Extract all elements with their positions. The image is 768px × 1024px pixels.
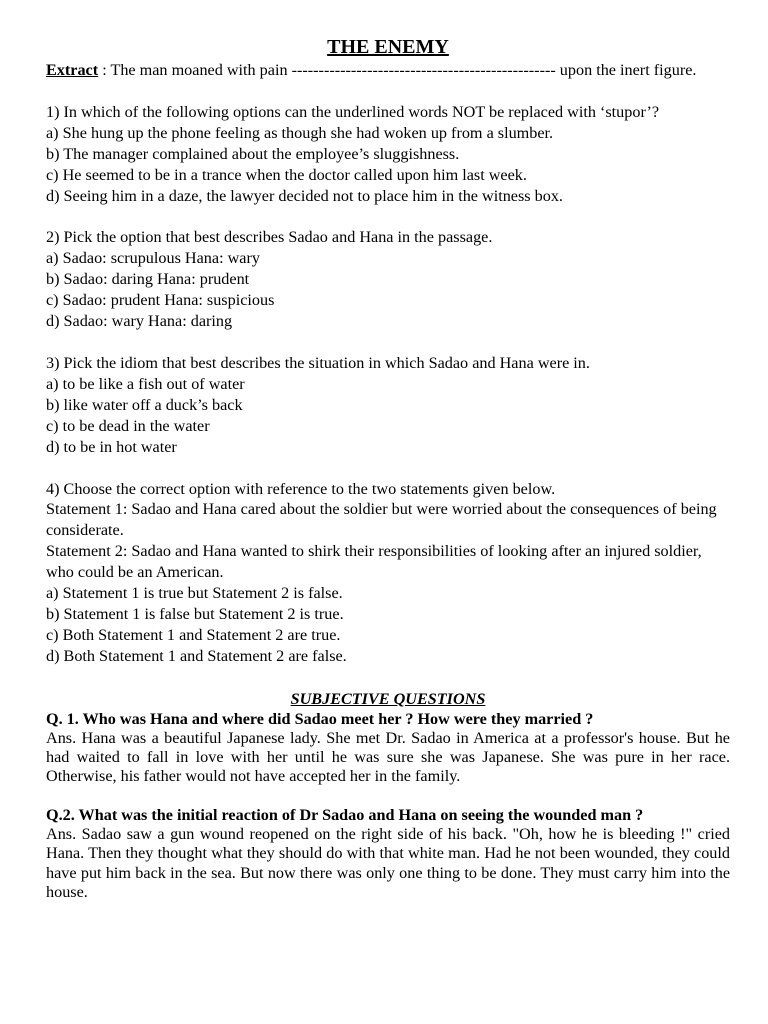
- subjective-question-text: Q. 1. Who was Hana and where did Sadao meet her ? How were they married ?: [46, 709, 594, 728]
- option-b: b) like water off a duck’s back: [46, 395, 243, 414]
- question-text: 2) Pick the option that best describes Sadao and Hana in the passage.: [46, 228, 493, 247]
- option-d: d) to be in hot water: [46, 437, 177, 456]
- extract-paragraph: [46, 60, 730, 81]
- option-c: c) He seemed to be in a trance when the doctor called upon him last week.: [46, 165, 527, 184]
- document-page: [46, 34, 730, 902]
- subjective-heading: SUBJECTIVE QUESTIONS: [290, 689, 486, 708]
- option-d: d) Both Statement 1 and Statement 2 are false.: [46, 646, 347, 665]
- option-c: c) Both Statement 1 and Statement 2 are true.: [46, 625, 341, 644]
- statement-1: Statement 1: Sadao and Hana cared about the soldier but were worried about the consequences of being considerate.: [46, 500, 717, 540]
- subjective-question-text: Q.2. What was the initial reaction of Dr Sadao and Hana on seeing the wounded man ?: [46, 806, 644, 825]
- question-text: 1) In which of the following options can the underlined words NOT be replaced with ‘stupor’?: [46, 102, 660, 121]
- subjective-question-2: [46, 805, 730, 902]
- option-a: a) Statement 1 is true but Statement 2 is false.: [46, 584, 343, 603]
- option-c: c) to be dead in the water: [46, 416, 210, 435]
- option-b: b) Statement 1 is false but Statement 2 is true.: [46, 604, 344, 623]
- subjective-answer-text: Ans. Hana was a beautiful Japanese lady. She met Dr. Sadao in America at a professor's house. But he had waited to fall in love with her until he was sure she was Japanese. She was pure in her race. Otherwise, his father would not have accepted her in the family.: [46, 728, 730, 786]
- statement-2: Statement 2: Sadao and Hana wanted to shirk their responsibilities of looking after an injured soldier, who could be an American.: [46, 542, 702, 582]
- option-a: a) Sadao: scrupulous Hana: wary: [46, 249, 260, 268]
- subjective-answer-text: Ans. Sadao saw a gun wound reopened on the right side of his back. "Oh, how he is bleeding !" cried Hana. Then they thought what they should do with that white man. Had he not been wounded, they could have put him back in the sea. But now there was only one thing to be done. They must carry him into the house.: [46, 825, 730, 901]
- option-c: c) Sadao: prudent Hana: suspicious: [46, 291, 275, 310]
- extract-text: : The man moaned with pain ------------------------------------------------- upon the inert figure.: [98, 61, 697, 79]
- option-a: a) She hung up the phone feeling as though she had woken up from a slumber.: [46, 123, 554, 142]
- option-b: b) Sadao: daring Hana: prudent: [46, 270, 250, 289]
- question-text: 3) Pick the idiom that best describes the situation in which Sadao and Hana were in.: [46, 353, 590, 372]
- mcq-question-4: [46, 479, 730, 667]
- subjective-question-1: [46, 709, 730, 787]
- mcq-question-2: [46, 227, 730, 332]
- option-d: d) Seeing him in a daze, the lawyer decided not to place him in the witness box.: [46, 186, 563, 205]
- extract-label: Extract: [46, 61, 99, 79]
- option-d: d) Sadao: wary Hana: daring: [46, 312, 233, 331]
- mcq-question-3: [46, 353, 730, 458]
- option-b: b) The manager complained about the employee’s sluggishness.: [46, 144, 460, 163]
- question-text: 4) Choose the correct option with reference to the two statements given below.: [46, 479, 556, 498]
- option-a: a) to be like a fish out of water: [46, 374, 245, 393]
- page-title: THE ENEMY: [327, 36, 449, 58]
- mcq-question-1: [46, 102, 730, 207]
